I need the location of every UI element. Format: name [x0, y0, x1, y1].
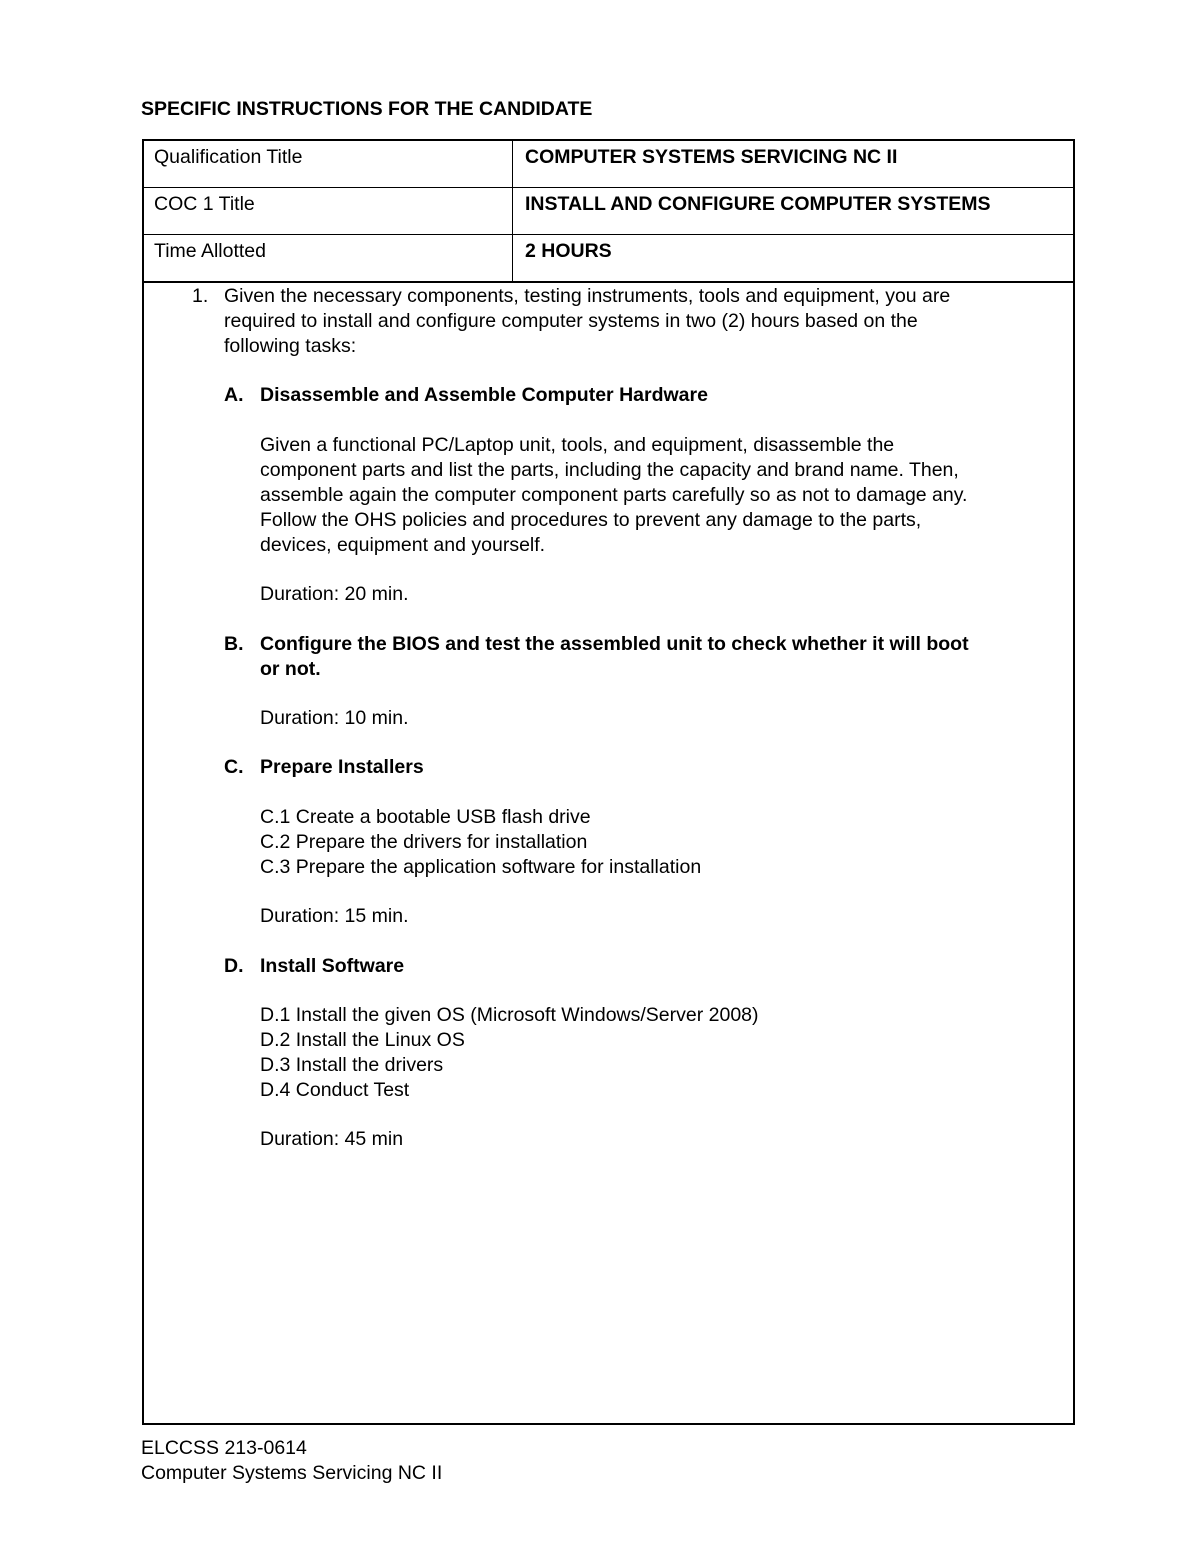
table-row — [144, 141, 1073, 188]
item-number: 1. — [192, 285, 209, 307]
task-step: C.3 Prepare the application software for installation — [260, 856, 702, 878]
intro-line: Given the necessary components, testing instruments, tools and equipment, you are — [224, 285, 951, 307]
footer-title: Computer Systems Servicing NC II — [141, 1462, 443, 1484]
row-label: Time Allotted — [154, 240, 266, 262]
row-label: COC 1 Title — [154, 193, 255, 215]
task-title: Disassemble and Assemble Computer Hardware — [260, 384, 708, 406]
page-footer — [141, 1436, 442, 1486]
task-letter: A. — [224, 384, 244, 406]
instructions-table — [142, 139, 1075, 1425]
task-step: C.1 Create a bootable USB flash drive — [260, 806, 591, 828]
task-text: assemble again the computer component parts carefully so as not to damage any. — [260, 484, 968, 506]
task-step: D.3 Install the drivers — [260, 1054, 444, 1076]
task-letter: B. — [224, 633, 244, 655]
task-title: Configure the BIOS and test the assembled unit to check whether it will boot — [260, 633, 969, 655]
row-value: INSTALL AND CONFIGURE COMPUTER SYSTEMS — [525, 193, 991, 215]
task-step: C.2 Prepare the drivers for installation — [260, 831, 588, 853]
task-title: or not. — [260, 658, 321, 680]
task-step: D.2 Install the Linux OS — [260, 1029, 465, 1051]
task-step: D.1 Install the given OS (Microsoft Windows/Server 2008) — [260, 1004, 759, 1026]
task-step: D.4 Conduct Test — [260, 1079, 410, 1101]
task-text: Follow the OHS policies and procedures to prevent any damage to the parts, — [260, 509, 922, 531]
intro-line: following tasks: — [224, 335, 357, 357]
task-duration: Duration: 20 min. — [260, 583, 409, 605]
task-letter: C. — [224, 756, 244, 778]
table-row — [144, 235, 1073, 283]
footer-code: ELCCSS 213-0614 — [141, 1437, 307, 1459]
task-text: devices, equipment and yourself. — [260, 534, 546, 556]
row-value: 2 HOURS — [525, 240, 612, 262]
task-duration: Duration: 10 min. — [260, 707, 409, 729]
task-text: component parts and list the parts, including the capacity and brand name. Then, — [260, 459, 959, 481]
task-title: Prepare Installers — [260, 756, 424, 778]
page-heading: SPECIFIC INSTRUCTIONS FOR THE CANDIDATE — [141, 98, 593, 120]
row-label: Qualification Title — [154, 146, 303, 168]
task-duration: Duration: 15 min. — [260, 905, 409, 927]
task-title: Install Software — [260, 955, 405, 977]
row-value: COMPUTER SYSTEMS SERVICING NC II — [525, 146, 898, 168]
intro-line: required to install and configure computer systems in two (2) hours based on the — [224, 310, 918, 332]
task-text: Given a functional PC/Laptop unit, tools, and equipment, disassemble the — [260, 434, 895, 456]
table-row — [144, 188, 1073, 235]
task-letter: D. — [224, 955, 244, 977]
task-duration: Duration: 45 min — [260, 1128, 404, 1150]
